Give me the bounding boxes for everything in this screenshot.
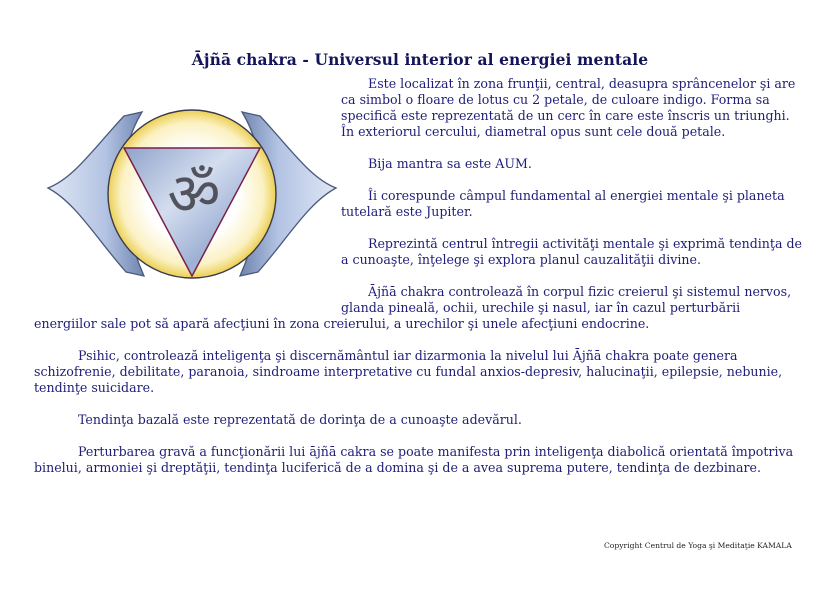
article-body xyxy=(34,76,804,492)
paragraph-disturbance: Perturbarea gravă a funcţionării lui ājñā cakra se poate manifesta prin inteligenţa diabolică orientată împotriva binelui, armoniei şi dreptăţii, tendinţa luciferică de a domina şi de a avea suprema putere, tendinţa de dezbinare. xyxy=(34,444,794,475)
paragraph-base-tendency: Tendinţa bazală este reprezentată de dorinţa de a cunoaşte adevărul. xyxy=(78,412,522,427)
image-float-spacer xyxy=(34,76,341,302)
copyright-notice: Copyright Centrul de Yoga şi Meditaţie KAMALA xyxy=(604,541,792,550)
paragraph-psychic: Psihic, controlează inteligenţa şi discernământul iar dizarmonia la nivelul lui Ājñā chakra poate genera schizofrenie, debilitate, paranoia, sindroame interpretative cu fundal anxios-depresiv, halucinaţii, epilepsie, nebunie, tendinţe suicidare. xyxy=(34,348,783,395)
svg-text:ॐ: ॐ xyxy=(167,160,221,228)
paragraph-mental-center: Reprezintă centrul întregii activităţi mentale şi exprimă tendinţa de a cunoaşte, înţelege şi explora planul cauzalităţii divine. xyxy=(341,236,802,267)
paragraph-bija-mantra: Bija mantra sa este AUM. xyxy=(368,156,532,171)
paragraph-physical-control: Ājñā chakra controlează în corpul fizic creierul şi sistemul nervos, glanda pineală, ochii, urechile şi nasul, iar în cazul perturbării energiilor sale pot să apară afecţiuni în zona creierului, a urechilor şi unele afecţiuni endocrine. xyxy=(34,284,792,331)
page-title: Ājñā chakra - Universul interior al energiei mentale xyxy=(191,50,649,70)
paragraph-field-planet: Îi corespunde câmpul fundamental al energiei mentale şi planeta tutelară este Jupiter. xyxy=(341,188,785,219)
paragraph-location: Este localizat în zona frunţii, central, deasupra sprâncenelor şi are ca simbol o floare de lotus cu 2 petale, de culoare indigo. Forma sa specifică este reprezentată de un cerc în care este înscris un triunghi. În exteriorul cercului, diametral opus sunt cele două petale. xyxy=(341,76,796,139)
